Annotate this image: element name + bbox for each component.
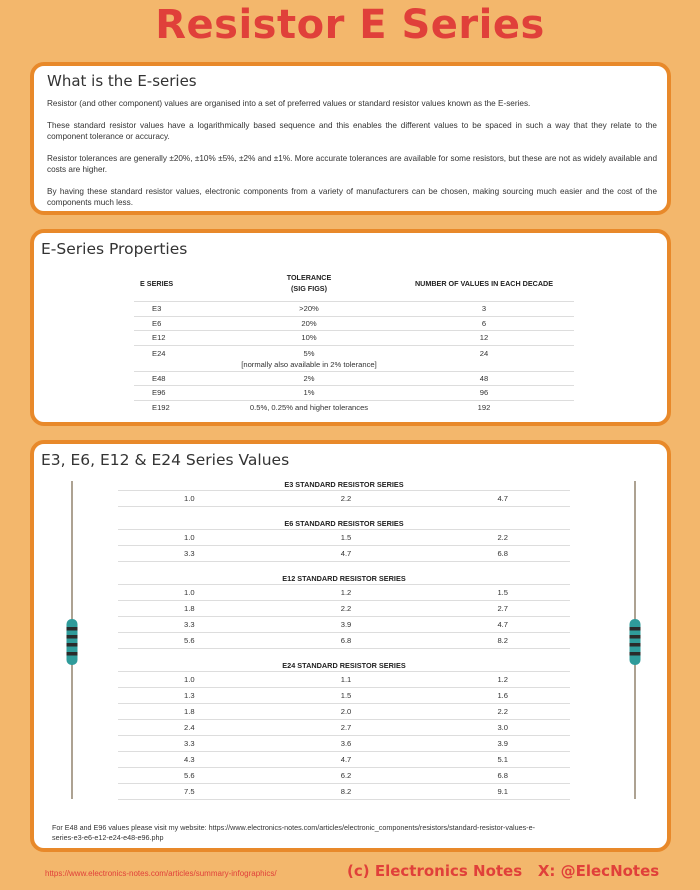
- series-block: [118, 478, 570, 507]
- series-value: 8.2: [497, 636, 508, 645]
- series-cell: E24: [134, 345, 224, 371]
- series-value: 1.0: [184, 675, 195, 684]
- resistor-illustration-left: [66, 481, 78, 799]
- series-value: 3.3: [184, 549, 195, 558]
- intro-paragraph: By having these standard resistor values, electronic components from a variety of manufacturers can be chosen, making sourcing much easier and the cost of the components much less.: [47, 187, 657, 207]
- social-handle: X: @ElecNotes: [537, 862, 660, 880]
- tolerance-cell: [224, 331, 394, 346]
- count-cell: 48: [394, 371, 574, 386]
- footnote: For E48 and E96 values please visit my website: https://www.electronics-notes.com/articles/electronic_components/resistors/standard-resistor-values-e-series-e3-e6-e12-e24-e48-e96.php: [52, 823, 535, 842]
- series-value: 2.7: [497, 604, 508, 613]
- series-value: 2.2: [340, 494, 352, 503]
- series-value: 9.1: [497, 787, 508, 796]
- series-value: 1.2: [340, 588, 352, 597]
- intro-body: [47, 98, 657, 219]
- series-cell: E6: [134, 316, 224, 331]
- series-row: [118, 601, 570, 617]
- series-cell: E96: [134, 386, 224, 401]
- tolerance-value: >20%: [299, 304, 319, 314]
- series-block: [118, 572, 570, 649]
- count-cell: 192: [394, 400, 574, 415]
- properties-card: [30, 229, 671, 426]
- series-value: 2.4: [184, 723, 195, 732]
- count-cell: 24: [394, 345, 574, 371]
- properties-row: [134, 386, 574, 401]
- tolerance-cell: [224, 316, 394, 331]
- series-value: 3.9: [340, 620, 352, 629]
- tolerance-value: 10%: [301, 333, 317, 343]
- series-cell: E12: [134, 331, 224, 346]
- series-row: [118, 704, 570, 720]
- col-header-count: NUMBER OF VALUES IN EACH DECADE: [414, 278, 554, 288]
- properties-row: [134, 331, 574, 346]
- series-row: [118, 784, 570, 800]
- tolerance-cell: [224, 400, 394, 415]
- series-value: 1.8: [184, 604, 195, 613]
- series-value: 3.6: [340, 739, 352, 748]
- series-row: [118, 688, 570, 704]
- count-cell: 12: [394, 331, 574, 346]
- series-value: 5.6: [184, 771, 195, 780]
- intro-paragraph: These standard resistor values have a logarithmically based sequence and this enables the different values to be spaced in such a way that they relate to the component tolerance or accuracy.: [47, 121, 657, 141]
- series-value: 1.5: [340, 533, 352, 542]
- properties-row: [134, 302, 574, 317]
- series-row: [118, 768, 570, 784]
- intro-heading: What is the E-series: [47, 72, 197, 90]
- series-cell: E192: [134, 400, 224, 415]
- tolerance-cell: [224, 386, 394, 401]
- series-row: [118, 585, 570, 601]
- series-value: 1.5: [340, 691, 352, 700]
- series-value: 1.6: [497, 691, 508, 700]
- series-row: [118, 530, 570, 546]
- series-row: [118, 546, 570, 562]
- tolerance-header-label: TOLERANCE: [286, 273, 332, 282]
- series-value: 3.3: [184, 739, 195, 748]
- tolerance-cell: [224, 302, 394, 317]
- series-tables: [118, 478, 570, 810]
- series-title: E6 STANDARD RESISTOR SERIES: [118, 517, 570, 530]
- series-value: 2.2: [497, 533, 508, 542]
- series-row: [118, 617, 570, 633]
- tolerance-header-sub: (SIG FIGS): [291, 284, 327, 293]
- series-value: 2.7: [340, 723, 352, 732]
- series-value: 3.0: [497, 723, 508, 732]
- series-cell: E3: [134, 302, 224, 317]
- intro-paragraph: Resistor tolerances are generally ±20%, ±10% ±5%, ±2% and ±1%. More accurate tolerances are available for some resistors, but these are not as widely available and costs are higher.: [47, 154, 657, 174]
- properties-heading: E-Series Properties: [41, 240, 188, 258]
- series-title: E12 STANDARD RESISTOR SERIES: [118, 572, 570, 585]
- series-value: 6.2: [340, 771, 352, 780]
- count-cell: 3: [394, 302, 574, 317]
- series-value: 1.2: [497, 675, 508, 684]
- count-cell: 96: [394, 386, 574, 401]
- series-value: 1.3: [184, 691, 195, 700]
- series-row: [118, 491, 570, 507]
- count-cell: 6: [394, 316, 574, 331]
- series-value: 5.1: [497, 755, 508, 764]
- series-value: 1.0: [184, 494, 195, 503]
- col-header-series: E SERIES: [140, 278, 174, 288]
- series-value: 2.2: [497, 707, 508, 716]
- tolerance-cell: [224, 371, 394, 386]
- series-value: 1.1: [340, 675, 352, 684]
- series-title: E24 STANDARD RESISTOR SERIES: [118, 659, 570, 672]
- series-title: E3 STANDARD RESISTOR SERIES: [118, 478, 570, 491]
- series-value: 5.6: [184, 636, 195, 645]
- series-row: [118, 736, 570, 752]
- series-values-heading: E3, E6, E12 & E24 Series Values: [41, 451, 290, 469]
- series-value: 2.2: [340, 604, 352, 613]
- series-cell: E48: [134, 371, 224, 386]
- series-value: 6.8: [340, 636, 352, 645]
- series-values-card: [30, 440, 671, 852]
- series-value: 7.5: [184, 787, 195, 796]
- series-value: 6.8: [497, 771, 508, 780]
- series-value: 4.7: [497, 494, 508, 503]
- series-value: 1.0: [184, 588, 195, 597]
- series-row: [118, 752, 570, 768]
- tolerance-value: 5%: [303, 348, 315, 358]
- series-value: 8.2: [340, 787, 352, 796]
- tolerance-value: 20%: [301, 318, 317, 328]
- tolerance-note: [normally also available in 2% tolerance]: [241, 359, 377, 369]
- tolerance-value: 2%: [303, 373, 315, 383]
- series-value: 1.5: [497, 588, 508, 597]
- properties-row: [134, 371, 574, 386]
- col-header-tolerance: [224, 271, 394, 302]
- series-value: 6.8: [497, 549, 508, 558]
- series-block: [118, 659, 570, 800]
- page-title: Resistor E Series: [155, 2, 545, 48]
- properties-row: [134, 316, 574, 331]
- copyright: (c) Electronics Notes: [347, 862, 523, 880]
- series-value: 4.3: [184, 755, 195, 764]
- series-row: [118, 672, 570, 688]
- credits: [347, 862, 659, 880]
- series-value: 4.7: [340, 549, 352, 558]
- series-value: 1.0: [184, 533, 195, 542]
- properties-row: [134, 400, 574, 415]
- series-value: 4.7: [340, 755, 352, 764]
- series-value: 4.7: [497, 620, 508, 629]
- tolerance-cell: [224, 345, 394, 371]
- tolerance-value: 1%: [303, 388, 315, 398]
- series-value: 3.3: [184, 620, 195, 629]
- series-block: [118, 517, 570, 562]
- resistor-illustration-right: [629, 481, 641, 799]
- infographics-link[interactable]: https://www.electronics-notes.com/articles/summary-infographics/: [45, 869, 277, 878]
- properties-table: [134, 271, 574, 415]
- intro-card: [30, 62, 671, 215]
- series-value: 1.8: [184, 707, 195, 716]
- series-row: [118, 720, 570, 736]
- intro-paragraph: Resistor (and other component) values are organised into a set of preferred values or standard resistor values known as the E-series.: [47, 99, 531, 108]
- tolerance-value: 0.5%, 0.25% and higher tolerances: [249, 403, 369, 412]
- properties-row: [134, 345, 574, 371]
- series-value: 3.9: [497, 739, 508, 748]
- series-row: [118, 633, 570, 649]
- series-value: 2.0: [340, 707, 352, 716]
